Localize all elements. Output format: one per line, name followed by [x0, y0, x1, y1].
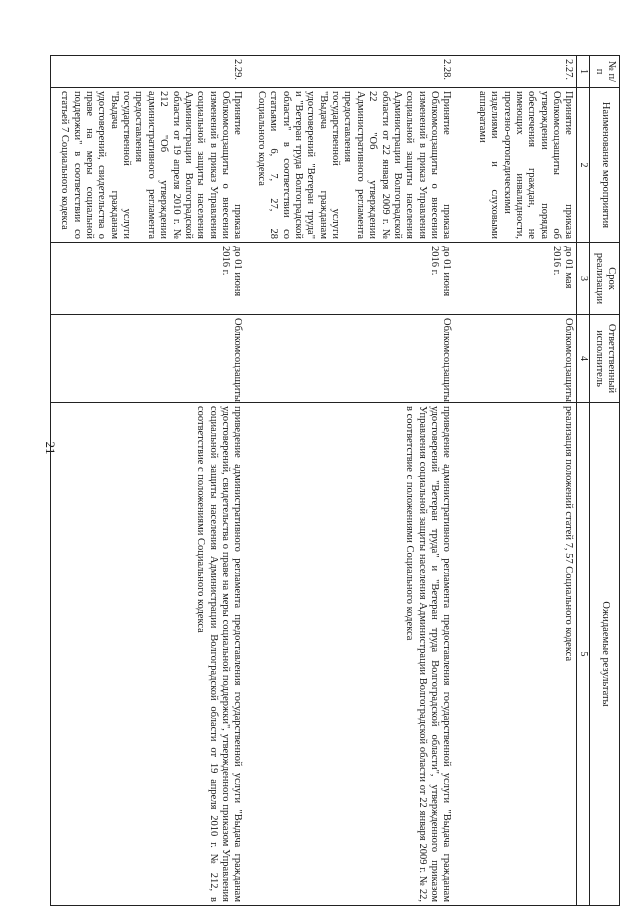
responsible-executor: Облкомсоцзащиты [51, 315, 246, 403]
column-index: 2 [577, 88, 590, 243]
implementation-term: до 01 мая 2016 г. [454, 243, 577, 315]
page-number: 21 [43, 441, 58, 455]
responsible-executor: Облкомсоцзащиты [454, 315, 577, 403]
implementation-term: до 01 июня 2016 г. [245, 243, 454, 315]
measure-name: Принятие приказа Облкомсоцзащиты об утверждении порядка обеспечения граждан, не имеющих инвалидности, протезно-ортопедическими изделиями и слуховыми аппаратами [454, 88, 577, 243]
table-header [577, 56, 620, 906]
expected-result: приведение административного регламента предоставления государственной услуги "Выдача гражданам удостоверений "Ветеран труда" и "Ветеран труда Волгоградской области", утвержденного приказом Управления социальной защиты населения Администрации Волгоградской области от 22 января 2009 г. № 22, в соответствие с положениями Социального кодекса [245, 403, 454, 906]
row-number: 2.28. [245, 56, 454, 88]
table-row [245, 56, 454, 906]
expected-result: приведение административного регламента предоставления государственной услуги "Выдача гражданам удостоверений, свидетельства о праве на меры социальной поддержки", утвержденного приказом Управления социальной защиты населения Администрации Волгоградской области от 19 апреля 2010 г. № 212, в соответствие с положениями Социального кодекса [51, 403, 246, 906]
header-executor: Ответственный исполнитель [590, 315, 620, 403]
measures-table [50, 55, 620, 906]
measure-name: Принятие приказа Облкомсоцзащиты о внесении изменений в приказ Управления социальной защиты населения Администрации Волгоградской области от 22 января 2009 г. № 22 "Об утверждении Административного регламента предоставления государственной услуги "Выдача гражданам удостоверений "Ветеран труда" и "Ветеран труда Волгоградской области" в соответствии со статьями 6, 7, 27, 28 Социального кодекса [245, 88, 454, 243]
table-row [454, 56, 577, 906]
header-result: Ожидаемые результаты [590, 403, 620, 906]
column-index: 4 [577, 315, 590, 403]
document-frame [59, 55, 620, 905]
measure-name: Принятие приказа Облкомсоцзащиты о внесении изменений в приказ Управления социальной защиты населения Администрации Волгоградской области от 19 апреля 2010 г. № 212 "Об утверждении административного регламента предоставления государственной услуги "Выдача гражданам удостоверений, свидетельства о праве на меры социальной поддержки" в соответствии со статьей 7 Социального кодекса [51, 88, 246, 243]
header-number: № п/п [590, 56, 620, 88]
expected-result: реализация положений статей 7, 57 Социального кодекса [454, 403, 577, 906]
header-measure: Наименование мероприятия [590, 88, 620, 243]
responsible-executor: Облкомсоцзащиты [245, 315, 454, 403]
row-number: 2.29. [51, 56, 246, 88]
column-index: 5 [577, 403, 590, 906]
table-row [51, 56, 246, 906]
column-index: 3 [577, 243, 590, 315]
column-index: 1 [577, 56, 590, 88]
implementation-term: до 01 июня 2016 г. [51, 243, 246, 315]
header-term: Срок реализации [590, 243, 620, 315]
row-number: 2.27. [454, 56, 577, 88]
